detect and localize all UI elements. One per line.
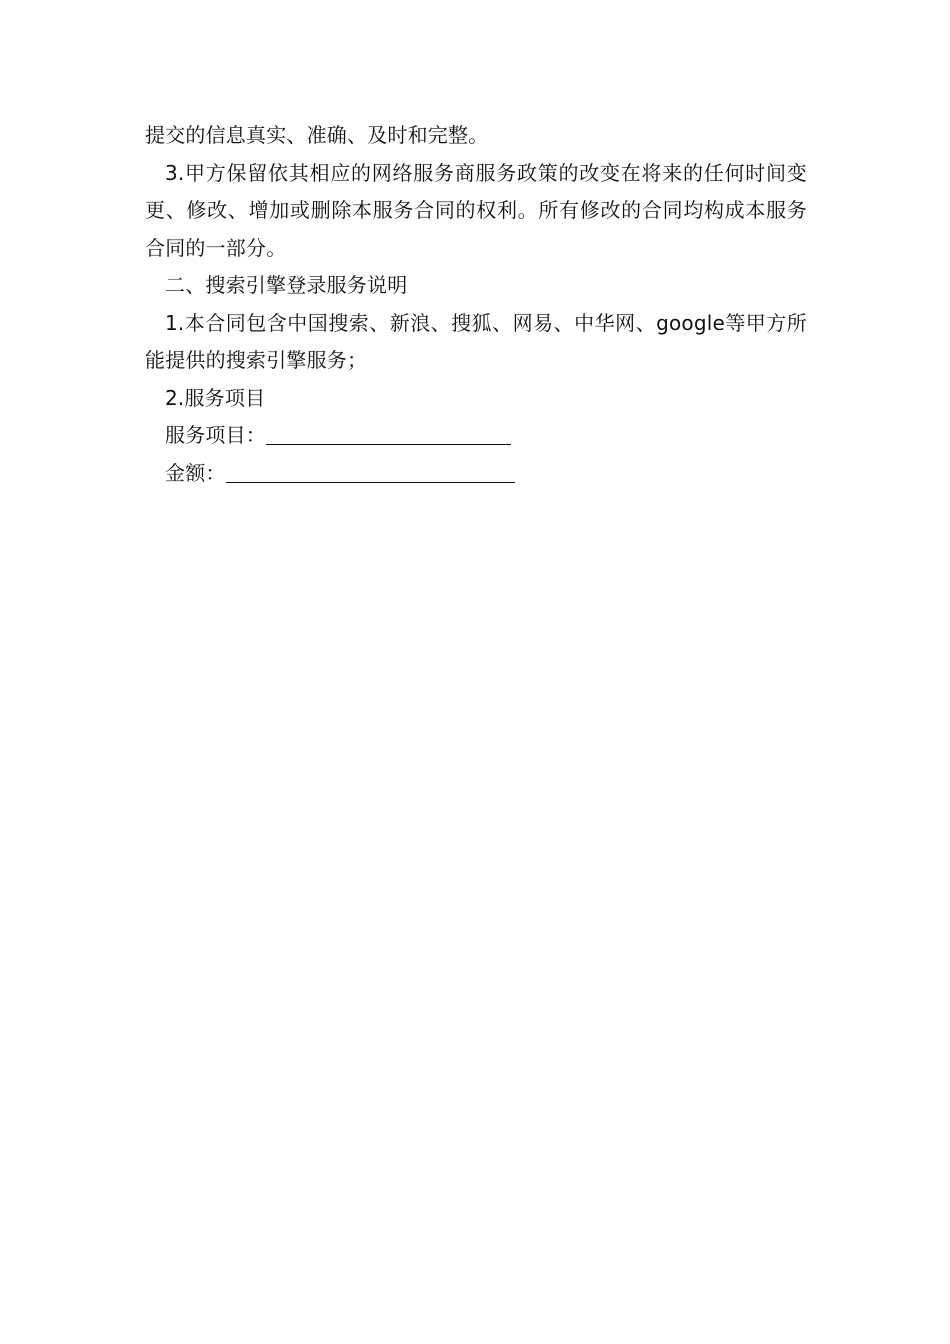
paragraph-clause-1: 1.本合同包含中国搜索、新浪、搜狐、网易、中华网、google等甲方所能提供的搜索引擎服务； [145,310,807,372]
paragraph-continuation: 提交的信息真实、准确、及时和完整。 [145,123,489,147]
amount-label: 金额： [165,460,226,485]
paragraph-clause-2: 2.服务项目 [165,385,266,410]
section-heading-search-engine: 二、搜索引擎登录服务说明 [165,273,408,297]
service-item-label: 服务项目： [165,423,266,447]
amount-blank-line[interactable] [226,462,515,483]
service-item-field [145,417,807,455]
paragraph-clause-3: 3.甲方保留依其相应的网络服务商服务政策的改变在将来的任何时间变更、修改、增加或删除本服务合同的权利。所有修改的合同均构成本服务合同的一部分。 [145,160,807,260]
amount-field [145,455,807,493]
document-body [145,117,807,492]
service-item-blank-line[interactable] [266,424,511,445]
